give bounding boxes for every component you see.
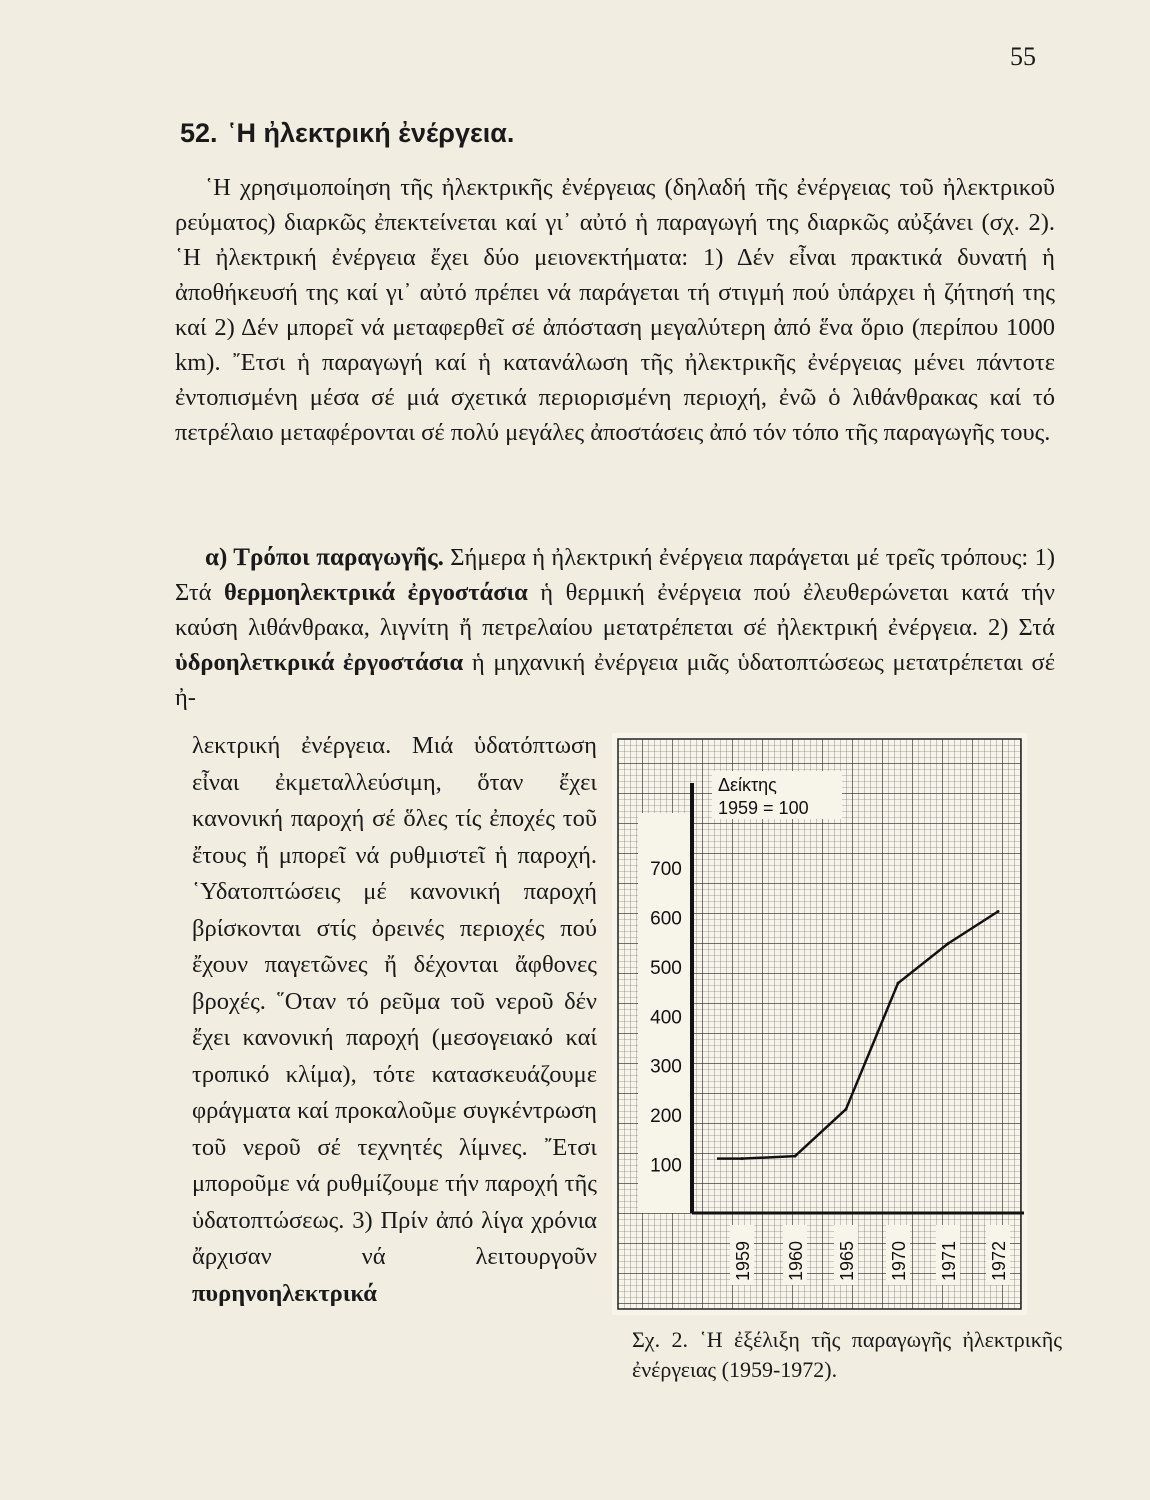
chart-title-line2: 1959 = 100 [718, 798, 809, 818]
chart-title-line1: Δείκτης [718, 775, 777, 795]
data-point [741, 1157, 744, 1160]
x-tick-label: 1960 [786, 1240, 806, 1281]
paragraph-production-text-a: Σήμερα ἡ ἠλεκτρική ἐνέργεια παράγεται μέ τρεῖς τρόπους: 1) Στά [175, 544, 1055, 606]
section-title: ῾Η ἠλεκτρική ἐνέργεια. [227, 118, 515, 148]
y-tick-label: 200 [650, 1106, 682, 1128]
x-tick-label: 1971 [939, 1240, 959, 1281]
x-tick-label: 1972 [989, 1240, 1009, 1281]
y-tick-label: 400 [650, 1007, 682, 1029]
paragraph-hydro-text: λεκτρική ἐνέργεια. Μιά ὑδατόπτωση εἶναι ἐκμεταλλεύσιμη, ὅταν ἔχει κανονική παροχή σέ ὅλες τίς ἐποχές τοῦ ἔτους ἤ μπορεῖ νά ρυθμιστεῖ ἡ παροχή. ῾Υδατοπτώσεις μέ κανονική παροχή βρίσκονται στίς ὀρεινές περιοχές πού ἔχουν παγετῶνες ἤ δέχονται ἄφθονες βροχές. ῞Οταν τό ρεῦμα τοῦ νεροῦ δέν ἔχει κανονική παροχή (μεσογειακό καί τροπικό κλίμα), τότε κατασκευάζουμε φράγματα καί προκαλοῦμε συγκέντρωση τοῦ νεροῦ σέ τεχνητές λίμνες. ῎Ετσι μποροῦμε νά ρυθμίζουμε τήν παροχή τῆς ὑδατοπτώσεως. 3) Πρίν ἀπό λίγα χρόνια ἄρχισαν νά λειτουργοῦν [192, 732, 597, 1270]
chart-svg [612, 733, 1027, 1315]
figure-chart [612, 733, 1027, 1315]
paragraph-intro [175, 170, 1055, 450]
x-tick-label: 1965 [837, 1240, 857, 1281]
data-point [897, 982, 900, 985]
data-point [947, 942, 950, 945]
figure-caption [632, 1325, 1062, 1385]
section-heading [180, 118, 514, 149]
data-point [794, 1155, 797, 1158]
section-number: 52. [180, 118, 218, 148]
y-tick-label: 100 [650, 1155, 682, 1177]
paragraph-intro-text: ῾Η χρησιμοποίηση τῆς ἠλεκτρικῆς ἐνέργειας (δηλαδή τῆς ἐνέργειας τοῦ ἠλεκτρικοῦ ρεύματος) διαρκῶς ἐπεκτείνεται καί γι᾽ αὐτό ἡ παραγωγή της διαρκῶς αὐξάνει (σχ. 2). ῾Η ἠλεκτρική ἐνέργεια ἔχει δύο μειονεκτήματα: 1) Δέν εἶναι πρακτικά δυνατή ἡ ἀποθήκευσή της καί γι᾽ αὐτό πρέπει νά παράγεται τή στιγμή πού ὑπάρχει ἡ ζήτησή της καί 2) Δέν μπορεῖ νά μεταφερθεῖ σέ ἀπόσταση μεγαλύτερη ἀπό ἕνα ὅριο (περίπου 1000 km). ῎Ετσι ἡ παραγωγή καί ἡ κατανάλωση τῆς ἠλεκτρικῆς ἐνέργειας μένει πάντοτε ἐντοπισμένη μέσα σέ μιά σχετικά περιορισμένη περιοχή, ἐνῶ ὁ λιθάνθρακας καί τό πετρέλαιο μεταφέρονται σέ πολύ μεγάλες ἀποστάσεις ἀπό τόν τόπο τῆς παραγωγῆς τους. [175, 174, 1055, 446]
x-tick-label: 1970 [889, 1240, 909, 1281]
term-thermal-plants: θερμοηλεκτρικά ἐργοστάσια [224, 579, 528, 606]
paragraph-hydro [192, 728, 597, 1312]
y-tick-label: 500 [650, 957, 682, 979]
paragraph-production-text-b: ἡ θερμική ἐνέργεια πού ἐλευθερώνεται κατά τήν καύση λιθάνθρακα, λιγνίτη ἤ πετρελαίου μετατρέπεται σέ ἠλεκτρική ἐνέργεια. 2) Στά [175, 579, 1056, 641]
data-point [997, 910, 1000, 913]
y-tick-label: 700 [650, 859, 682, 881]
y-tick-label: 300 [650, 1056, 682, 1078]
y-tick-label: 600 [650, 908, 682, 930]
term-nuclear-plants: πυρηνοηλεκτρικά [192, 1279, 377, 1307]
subsection-title: α) Τρόποι παραγωγῆς. [205, 544, 444, 571]
page-number: 55 [1010, 42, 1036, 71]
figure-caption-text: Σχ. 2. ῾Η ἐξέλιξη τῆς παραγωγῆς ἠλεκτρικῆς ἐνέργειας (1959-1972). [632, 1327, 1062, 1382]
term-hydro-plants: ὑδροηλετκρικά ἐργοστάσια [175, 649, 464, 676]
data-point [845, 1108, 848, 1111]
x-tick-label: 1959 [733, 1240, 753, 1281]
paragraph-production [175, 540, 1055, 715]
paragraph-production-text-c: ἡ μηχανική ἐνέργεια μιᾶς ὑδατοπτώσεως μετατρέπεται σέ ἠ- [175, 649, 1055, 711]
